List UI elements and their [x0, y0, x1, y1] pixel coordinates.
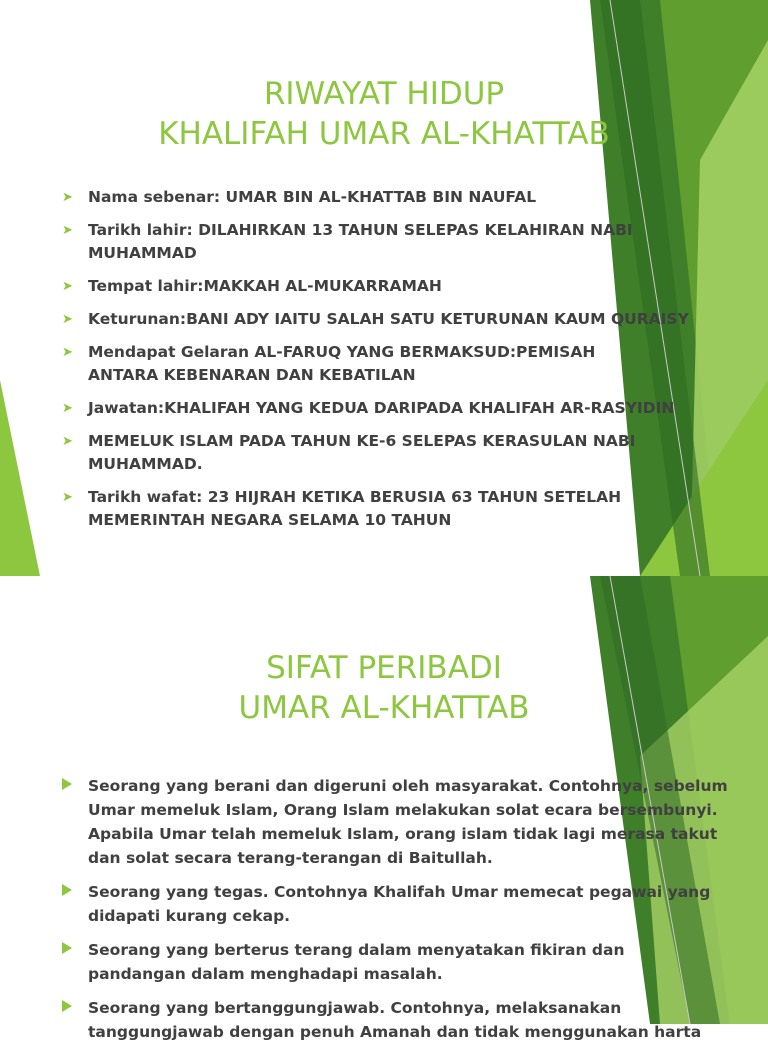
list-item: ➤ Tarikh wafat: 23 HIJRAH KETIKA BERUSIA 63 TAHUN SETELAH MEMERINTAH NEGARA SELAMA 10 TAHUN — [62, 488, 622, 529]
slide-2 — [0, 576, 768, 1041]
triangle-bullet-icon — [62, 942, 72, 954]
slide-2-title-line2: UMAR AL-KHATTAB — [238, 690, 530, 726]
list-item: Seorang yang berterus terang dalam menyatakan fikiran dan pandangan dalam menghadapi masalah. — [62, 938, 688, 986]
list-item: ➤ MEMELUK ISLAM PADA TAHUN KE-6 SELEPAS KERASULAN NABI MUHAMMAD. — [62, 432, 636, 473]
chevron-bullet-icon: ➤ — [62, 401, 73, 416]
list-item: ➤ Jawatan:KHALIFAH YANG KEDUA DARIPADA KHALIFAH AR-RASYIDIN — [62, 397, 728, 420]
triangle-bullet-icon — [62, 884, 72, 896]
list-item: ➤ Tempat lahir:MAKKAH AL-MUKARRAMAH — [62, 275, 662, 298]
chevron-bullet-icon: ➤ — [62, 312, 73, 327]
chevron-bullet-icon: ➤ — [62, 279, 73, 294]
list-item: ➤ Mendapat Gelaran AL-FARUQ YANG BERMAKSUD:PEMISAH ANTARA KEBENARAN DAN KEBATILAN — [62, 343, 596, 384]
list-item: Seorang yang berani dan digeruni oleh masyarakat. Contohnya, sebelum Umar memeluk Islam, Orang Islam melakukan solat ecara bersembunyi. Apabila Umar telah memeluk Islam, orang islam tidak lagi merasa takut dan solat secara terang-terangan di Baitullah. — [62, 774, 742, 870]
list-item: ➤ Nama sebenar: UMAR BIN AL-KHATTAB BIN NAUFAL — [62, 186, 662, 209]
chevron-bullet-icon: ➤ — [62, 345, 73, 360]
slide-2-bullet-list — [62, 774, 742, 1054]
triangle-bullet-icon — [62, 1000, 72, 1012]
list-item: ➤ Tarikh lahir: DILAHIRKAN 13 TAHUN SELEPAS KELAHIRAN NABI MUHAMMAD — [62, 221, 633, 262]
slide-2-title — [0, 648, 768, 728]
chevron-bullet-icon: ➤ — [62, 490, 73, 505]
list-item: Seorang yang tegas. Contohnya Khalifah Umar memecat pegawai yang didapati kurang cekap. — [62, 880, 742, 928]
slide-1-bullet-list — [62, 186, 689, 542]
slide-1-title — [0, 74, 768, 154]
chevron-bullet-icon: ➤ — [62, 434, 73, 449]
list-item: Seorang yang bertanggungjawab. Contohnya, melaksanakan tanggungjawab dengan penuh Amanah dan tidak menggunakan harta — [62, 996, 742, 1044]
slide-1-title-line2: KHALIFAH UMAR AL-KHATTAB — [158, 116, 610, 152]
triangle-bullet-icon — [62, 778, 72, 790]
list-item: ➤ Keturunan:BANI ADY IAITU SALAH SATU KETURUNAN KAUM QURAISY — [62, 308, 728, 331]
chevron-bullet-icon: ➤ — [62, 190, 73, 205]
chevron-bullet-icon: ➤ — [62, 223, 73, 238]
slide-2-title-line1: SIFAT PERIBADI — [266, 650, 502, 686]
slide-1-title-line1: RIWAYAT HIDUP — [263, 76, 505, 112]
left-green-triangle — [0, 380, 40, 576]
